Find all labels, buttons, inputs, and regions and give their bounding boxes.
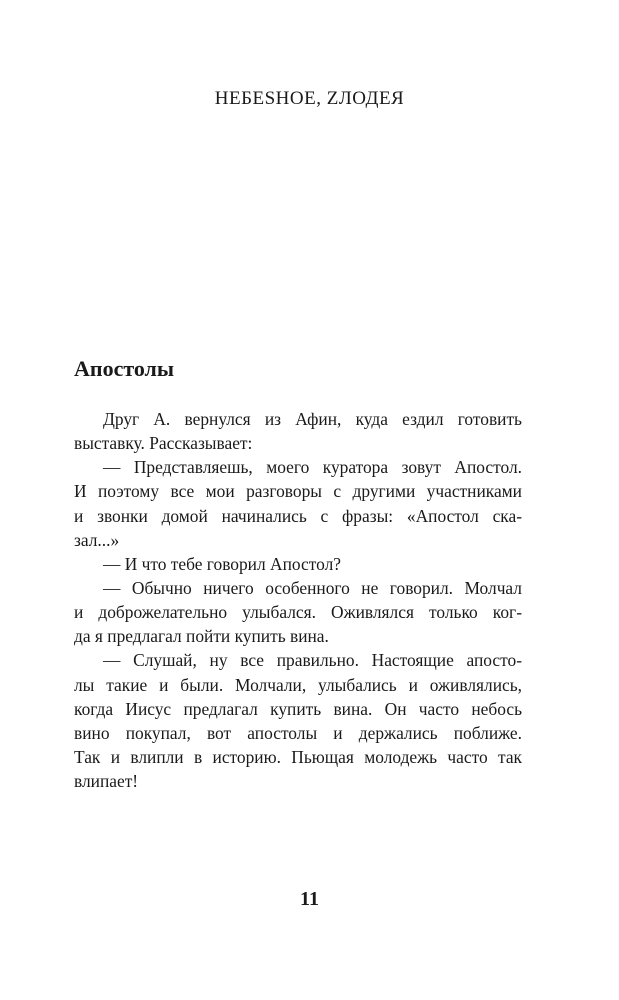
text-line: — Представляешь, моего куратора зовут Апостол. [103,457,522,478]
chapter-title: Апостолы [74,356,175,381]
text-line: — Обычно ничего особенного не говорил. Молчал [103,577,522,598]
text-line: — Слушай, ну все правильно. Настоящие апосто- [103,650,522,671]
text-line: да я предлагал пойти купить вина. [74,626,329,647]
text-line: Друг А. вернулся из Афин, куда ездил готовить [103,409,522,429]
text-line: вино покупал, вот апостолы и держались поближе. [74,722,522,743]
text-line: выставку. Рассказывает: [74,433,253,454]
text-line: И поэтому все мои разговоры с другими участниками [74,481,522,502]
body-text [74,407,522,793]
text-line: — И что тебе говорил Апостол? [103,553,341,574]
text-line: когда Иисус предлагал купить вина. Он часто небось [74,698,522,719]
text-line: и доброжелательно улыбался. Оживлялся только ког- [74,602,522,623]
text-line: Так и влипли в историю. Пьющая молодежь часто так [74,746,522,767]
text-line: и звонки домой начинались с фразы: «Апостол ска- [74,505,522,526]
text-line: лы такие и были. Молчали, улыбались и оживлялись, [74,674,522,695]
running-head: НЕБЕSНОЕ, ZЛОДЕЯ [214,88,405,109]
text-line: влипает! [74,771,139,792]
page-number: 11 [300,888,319,910]
text-line: зал...» [74,529,120,550]
